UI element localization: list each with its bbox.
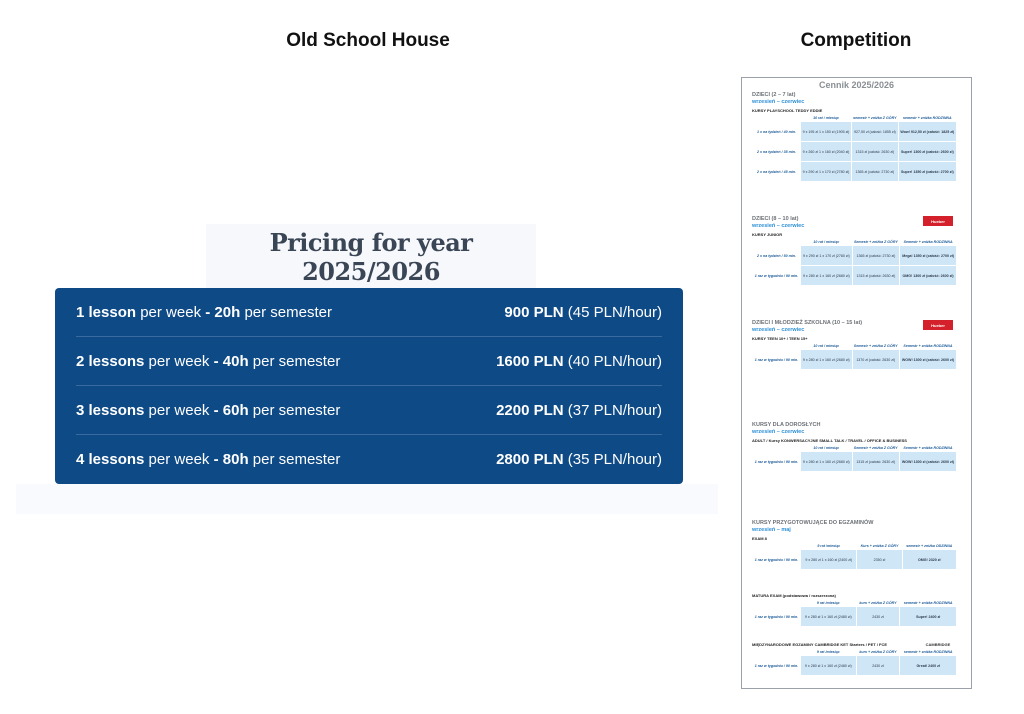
column-header: Semestr + zniżka Z GÓRY xyxy=(854,240,898,244)
price-row: 4 lessons per week - 80h per semester 2800 PLN (35 PLN/hour) xyxy=(76,451,662,468)
section-course: KURSY TEEN 10+ / TEEN 15+ xyxy=(752,336,808,341)
section-course: KURSY PLAYSCHOOL TEDDY EDDIE xyxy=(752,108,823,113)
competition-section xyxy=(752,422,957,472)
column-header: semestr + zniżka RODZINNA xyxy=(902,116,952,120)
price-cell: WOW! 1300 zł (całość: 2600 zł) xyxy=(899,452,956,472)
section-name: DZIECI (8 – 10 lat) xyxy=(752,216,799,222)
column-header: kurs + zniżka Z GÓRY xyxy=(859,650,897,654)
column-header: semestr + zniżka Z GÓRY xyxy=(853,116,897,120)
row-label: 2 x na tydzień / 35 min. xyxy=(753,142,801,162)
publisher-logo: Hueber xyxy=(923,216,953,226)
column-header: Semestr + zniżka RODZINNA xyxy=(903,446,953,450)
row-label: 1 raz w tygodniu / 90 min. xyxy=(753,266,801,286)
column-header: 9 rat /miesiąc xyxy=(817,544,841,548)
price-cell: 927,50 zł (całość: 1855 zł) xyxy=(852,122,899,142)
price-cell: 1315 zł (całość: 2630 zł) xyxy=(852,452,899,472)
row-label: 1 raz w tygodniu / 90 min. xyxy=(753,656,801,676)
left-heading: Old School House xyxy=(286,30,450,51)
column-header: 10 rat / miesiąc xyxy=(813,240,840,244)
price-cell: 1315 zł (całość: 2630 zł) xyxy=(852,142,899,162)
price-row: 2 lessons per week - 40h per semester 1600 PLN (40 PLN/hour) xyxy=(76,337,662,386)
column-header: 10 rat / miesiąc xyxy=(813,116,839,120)
price-table xyxy=(752,115,957,182)
section-period: wrzesień – maj xyxy=(752,527,791,533)
column-header: Semestr + zniżka RODZINNA xyxy=(903,344,953,348)
price-cell: 1315 zł (całość: 2630 zł) xyxy=(852,266,900,286)
competition-price-list xyxy=(741,77,972,689)
price-cell: 9 x 280 zł 1 x 160 zł (2680 zł) xyxy=(801,452,853,472)
column-header: kurs + zniżka Z GÓRY xyxy=(859,601,897,605)
price-cell: 9 x 280 zł 1 x 160 zł (2680 zł) xyxy=(801,266,853,286)
price-cell: Super! 2400 zł xyxy=(900,607,957,627)
price-table xyxy=(752,543,957,570)
price-cell: 9 x 280 zł 1 x 160 zł (2680 zł) xyxy=(801,350,853,370)
price-cell: 9 x 260 zł 1 x 160 zł (2040 zł) xyxy=(801,142,852,162)
price-cell: Wow! 912,50 zł (całość: 1825 zł) xyxy=(898,122,956,142)
section-name: KURSY PRZYGOTOWUJĄCE DO EGZAMINÓW xyxy=(752,520,874,526)
price-row: 1 lesson per week - 20h per semester 900 PLN (45 PLN/hour) xyxy=(76,288,662,337)
price-cell: 1370 zł (całość: 2630 zł) xyxy=(852,350,899,370)
publisher-logo: CAMBRIDGE xyxy=(923,639,953,649)
row-label: 2 x na tydzień / 50 min. xyxy=(753,246,801,266)
old-school-house-panel xyxy=(16,82,718,514)
price-cell: Great! 2400 zł xyxy=(900,656,957,676)
column-header: semestr + zniżka RODZINNA xyxy=(903,650,953,654)
column-header: 9 rat /miesiąc xyxy=(816,650,840,654)
row-label: 1 raz w tygodniu / 90 min. xyxy=(753,550,801,570)
table-row xyxy=(753,550,957,570)
row-label: 2 x na tydzień / 45 min. xyxy=(753,162,801,182)
table-row xyxy=(753,656,957,676)
table-row xyxy=(753,122,957,142)
row-label: 1 raz w tygodniu / 90 min. xyxy=(753,452,801,472)
price-cell: Super! 1350 zł (całość: 2700 zł) xyxy=(898,162,956,182)
price-cell: 2430 zł xyxy=(856,607,900,627)
section-course: MATURA EXAM (podstawowa / rozszerzona) xyxy=(752,593,836,598)
column-header: Semestr + zniżka Z GÓRY xyxy=(853,344,898,348)
pricing-table xyxy=(55,288,683,484)
price-cell: 2430 zł xyxy=(856,656,900,676)
section-name: DZIECI I MŁODZIEŻ SZKOLNA (10 – 15 lat) xyxy=(752,320,863,326)
section-period: wrzesień – czerwiec xyxy=(752,429,805,435)
column-header: 10 rat / miesiąc xyxy=(813,344,840,348)
competition-title: Cennik 2025/2026 xyxy=(818,80,895,90)
table-row xyxy=(753,246,957,266)
column-header: 9 rat /miesiąc xyxy=(816,601,840,605)
section-course: ADULT / Kursy KONWERSACYJNE SMALL TALK / TRAVEL / OFFICE & BUSINESS xyxy=(752,438,907,443)
price-table xyxy=(752,649,957,676)
column-header: Kurs + zniżka Z GÓRY xyxy=(860,544,899,548)
panel-bottom-strip xyxy=(16,484,718,514)
price-cell: 9 x 280 zł 1 x 160 zł (2480 zł) xyxy=(801,607,857,627)
price-cell: 9 x 290 zł 1 x 170 zł (2780 zł) xyxy=(801,162,852,182)
price-row: 3 lessons per week - 60h per semester 2200 PLN (37 PLN/hour) xyxy=(76,386,662,435)
price-cell: OMG! 1300 zł (całość: 2600 zł) xyxy=(900,266,957,286)
price-table xyxy=(752,600,957,627)
section-course: EXAM 8 xyxy=(752,536,767,541)
competition-section xyxy=(752,320,957,370)
price-table xyxy=(752,445,957,472)
section-period: wrzesień – czerwiec xyxy=(752,223,805,229)
publisher-logo: Hueber xyxy=(923,320,953,330)
column-header: semestr + zniżka ODZINNA xyxy=(906,544,953,548)
column-header: 10 rat / miesiąc xyxy=(813,446,840,450)
table-row xyxy=(753,452,957,472)
section-course: MIĘDZYNARODOWE EGZAMINY CAMBRIDGE KET Starters / PET / FCE xyxy=(752,642,888,647)
table-row xyxy=(753,162,957,182)
right-heading: Competition xyxy=(800,30,912,51)
price-table xyxy=(752,343,957,370)
column-header: Semestr + zniżka Z GÓRY xyxy=(853,446,898,450)
price-cell: 9 x 280 zł 1 x 160 zł (2480 zł) xyxy=(801,656,857,676)
price-cell: 9 x 195 zł 1 x 150 zł (1905 zł) xyxy=(801,122,852,142)
section-name: KURSY DLA DOROSŁYCH xyxy=(752,422,821,428)
competition-section xyxy=(752,590,957,627)
row-label: 1 raz w tygodniu / 90 min. xyxy=(753,607,801,627)
price-cell: 9 x 290 zł 1 x 170 zł (2780 zł) xyxy=(801,246,853,266)
competition-section xyxy=(752,216,957,286)
table-row xyxy=(753,607,957,627)
table-row xyxy=(753,350,957,370)
section-name: DZIECI (2 – 7 lat) xyxy=(752,92,796,98)
competition-section xyxy=(752,639,957,676)
column-header: Semestr + zniżka RODZINNA xyxy=(903,240,953,244)
price-cell: 1365 zł (całość: 2730 zł) xyxy=(852,162,899,182)
price-cell: 2350 zł xyxy=(857,550,902,570)
section-period: wrzesień – czerwiec xyxy=(752,99,805,105)
column-header: semestr + zniżka RODZINNA xyxy=(903,601,953,605)
price-cell: 9 x 280 zł 1 x 160 zł (2400 zł) xyxy=(801,550,857,570)
table-row xyxy=(753,266,957,286)
pricing-title: Pricing for year 2025/2026 xyxy=(206,224,536,290)
price-cell: OMG! 2320 zł xyxy=(902,550,957,570)
competition-section xyxy=(752,520,957,570)
price-table xyxy=(752,239,957,286)
section-course: KURSY JUNIOR xyxy=(752,232,783,237)
row-label: 1 x na tydzień / 40 min. xyxy=(753,122,801,142)
competition-section xyxy=(752,92,957,182)
table-row xyxy=(753,142,957,162)
price-cell: 1365 zł (całość: 2730 zł) xyxy=(852,246,900,266)
price-cell: WOW! 1300 zł (całość: 2600 zł) xyxy=(899,350,956,370)
row-label: 1 raz w tygodniu / 90 min. xyxy=(753,350,801,370)
section-period: wrzesień – czerwiec xyxy=(752,327,805,333)
price-cell: Super! 1300 zł (całość: 2600 zł) xyxy=(898,142,956,162)
price-cell: Mega! 1350 zł (całość: 2700 zł) xyxy=(900,246,957,266)
